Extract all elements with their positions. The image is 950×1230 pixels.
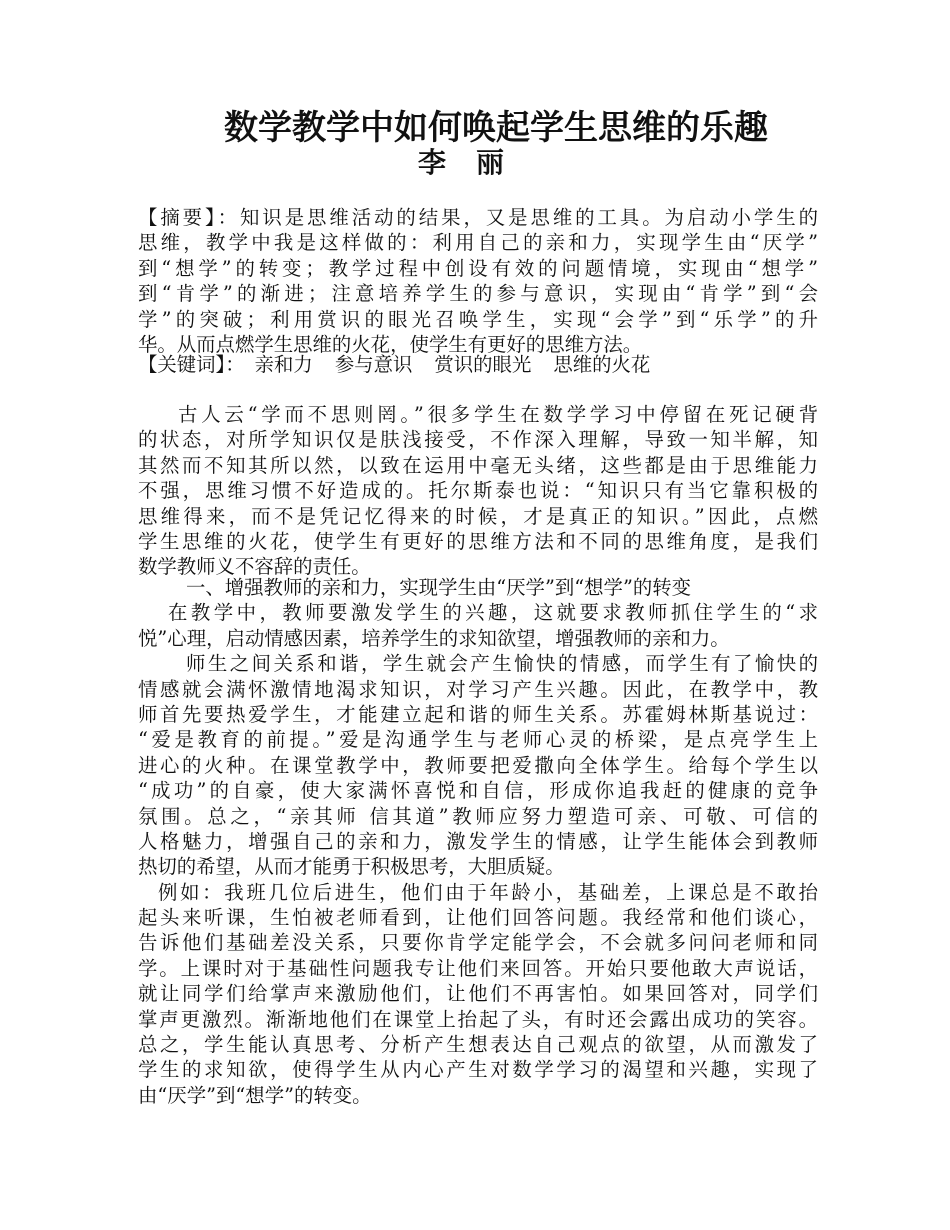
paragraph-line: 学生思维的火花，使学生有更好的思维方法和不同的思维角度，是我们	[138, 529, 818, 553]
paragraph-line: 其然而不知其所以然，以致在运用中毫无头绪，这些都是由于思维能力	[138, 453, 818, 477]
paragraph-line: 的状态，对所学知识仅是肤浅接受，不作深入理解，导致一知半解，知	[138, 428, 818, 452]
paragraph-line: 学生的求知欲，使得学生从内心产生对数学学习的渴望和兴趣，实现了	[138, 1058, 818, 1082]
paragraph-line: 师生之间关系和谐，学生就会产生愉快的情感，而学生有了愉快的	[186, 652, 818, 676]
section-1	[138, 575, 818, 1108]
keywords-line	[138, 352, 818, 377]
paragraph-line: 热切的希望，从而才能勇于积极思考，大胆质疑。	[138, 855, 565, 879]
paragraph-line: 氛围。总之，“亲其师 信其道”教师应努力塑造可亲、可敬、可信的	[138, 804, 818, 828]
abstract-line: 学”的突破；利用赏识的眼光召唤学生，实现“会学”到“乐学”的升	[138, 307, 818, 331]
keywords-label: 【关键词】：	[138, 353, 245, 376]
intro-paragraph	[138, 402, 818, 580]
abstract	[138, 205, 818, 357]
paragraph-line: 掌声更激烈。渐渐地他们在课堂上抬起了头，有时还会露出成功的笑容。	[138, 1007, 818, 1031]
abstract-line: 思维，教学中我是这样做的：利用自己的亲和力，实现学生由“厌学”	[138, 231, 818, 255]
keyword: 思维的火花	[553, 353, 651, 376]
keywords	[138, 352, 818, 377]
paragraph-line: 人格魅力，增强自己的亲和力，激发学生的情感，让学生能体会到教师	[138, 829, 818, 853]
paragraph-line: 在教学中，教师要激发学生的兴趣，这就要求教师抓住学生的“求	[168, 601, 818, 625]
abstract-line: 华。从而点燃学生思维的火花，使学生有更好的思维方法。	[138, 332, 643, 356]
paragraph-line: 例如：我班几位后进生，他们由于年龄小，基础差，上课总是不敢抬	[158, 880, 818, 904]
paragraph-line: 由“厌学”到“想学”的转变。	[138, 1083, 372, 1107]
paragraph-line: 思维得来，而不是凭记忆得来的时候，才是真正的知识。”因此，点燃	[138, 504, 818, 528]
paragraph-line: 师首先要热爱学生，才能建立起和谐的师生关系。苏霍姆林斯基说过：	[138, 702, 818, 726]
paragraph-line: 总之，学生能认真思考、分析产生想表达自己观点的欲望，从而激发了	[138, 1033, 818, 1057]
keyword: 参与意识	[334, 353, 413, 376]
paragraph-line: 悦”心理，启动情感因素，培养学生的求知欲望，增强教师的亲和力。	[138, 626, 730, 650]
section-heading: 一、增强教师的亲和力，实现学生由“厌学”到“想学”的转变	[186, 576, 692, 599]
keyword: 亲和力	[254, 353, 313, 376]
paragraph-line: 进心的火种。在课堂教学中，教师要把爱撒向全体学生。给每个学生以	[138, 753, 818, 777]
paragraph-line: “爱是教育的前提。”爱是沟通学生与老师心灵的桥梁，是点亮学生上	[138, 728, 818, 752]
abstract-line: 到“肯学”的渐进；注意培养学生的参与意识，实现由“肯学”到“会	[138, 282, 818, 306]
keyword: 赏识的眼光	[434, 353, 532, 376]
paragraph-line: 就让同学们给掌声来激励他们，让他们不再害怕。如果回答对，同学们	[138, 982, 818, 1006]
paragraph-line: 情感就会满怀激情地渴求知识，对学习产生兴趣。因此，在教学中，教	[138, 677, 818, 701]
paragraph-line: 学。上课时对于基础性问题我专让他们来回答。开始只要他敢大声说话，	[138, 956, 818, 980]
paragraph-line: 不强，思维习惯不好造成的。托尔斯泰也说：“知识只有当它靠积极的	[138, 479, 818, 503]
paragraph-line: 古人云“学而不思则罔。”很多学生在数学学习中停留在死记硬背	[178, 403, 818, 426]
document-author: 李丽	[417, 146, 534, 179]
paragraph-line: 数学教师义不容辞的责任。	[138, 555, 371, 579]
abstract-line: 到“想学”的转变；教学过程中创设有效的问题情境，实现由“想学”	[138, 256, 818, 280]
abstract-line: 【摘要】：知识是思维活动的结果，又是思维的工具。为启动小学生的	[138, 206, 818, 229]
paragraph-line: 起头来听课，生怕被老师看到，让他们回答问题。我经常和他们谈心，	[138, 906, 818, 930]
paragraph-line: “成功”的自豪，使大家满怀喜悦和自信，形成你追我赶的健康的竞争	[138, 779, 818, 803]
paragraph-line: 告诉他们基础差没关系，只要你肯学定能学会，不会就多问问老师和同	[138, 931, 818, 955]
document-title: 数学教学中如何唤起学生思维的乐趣	[224, 108, 768, 148]
